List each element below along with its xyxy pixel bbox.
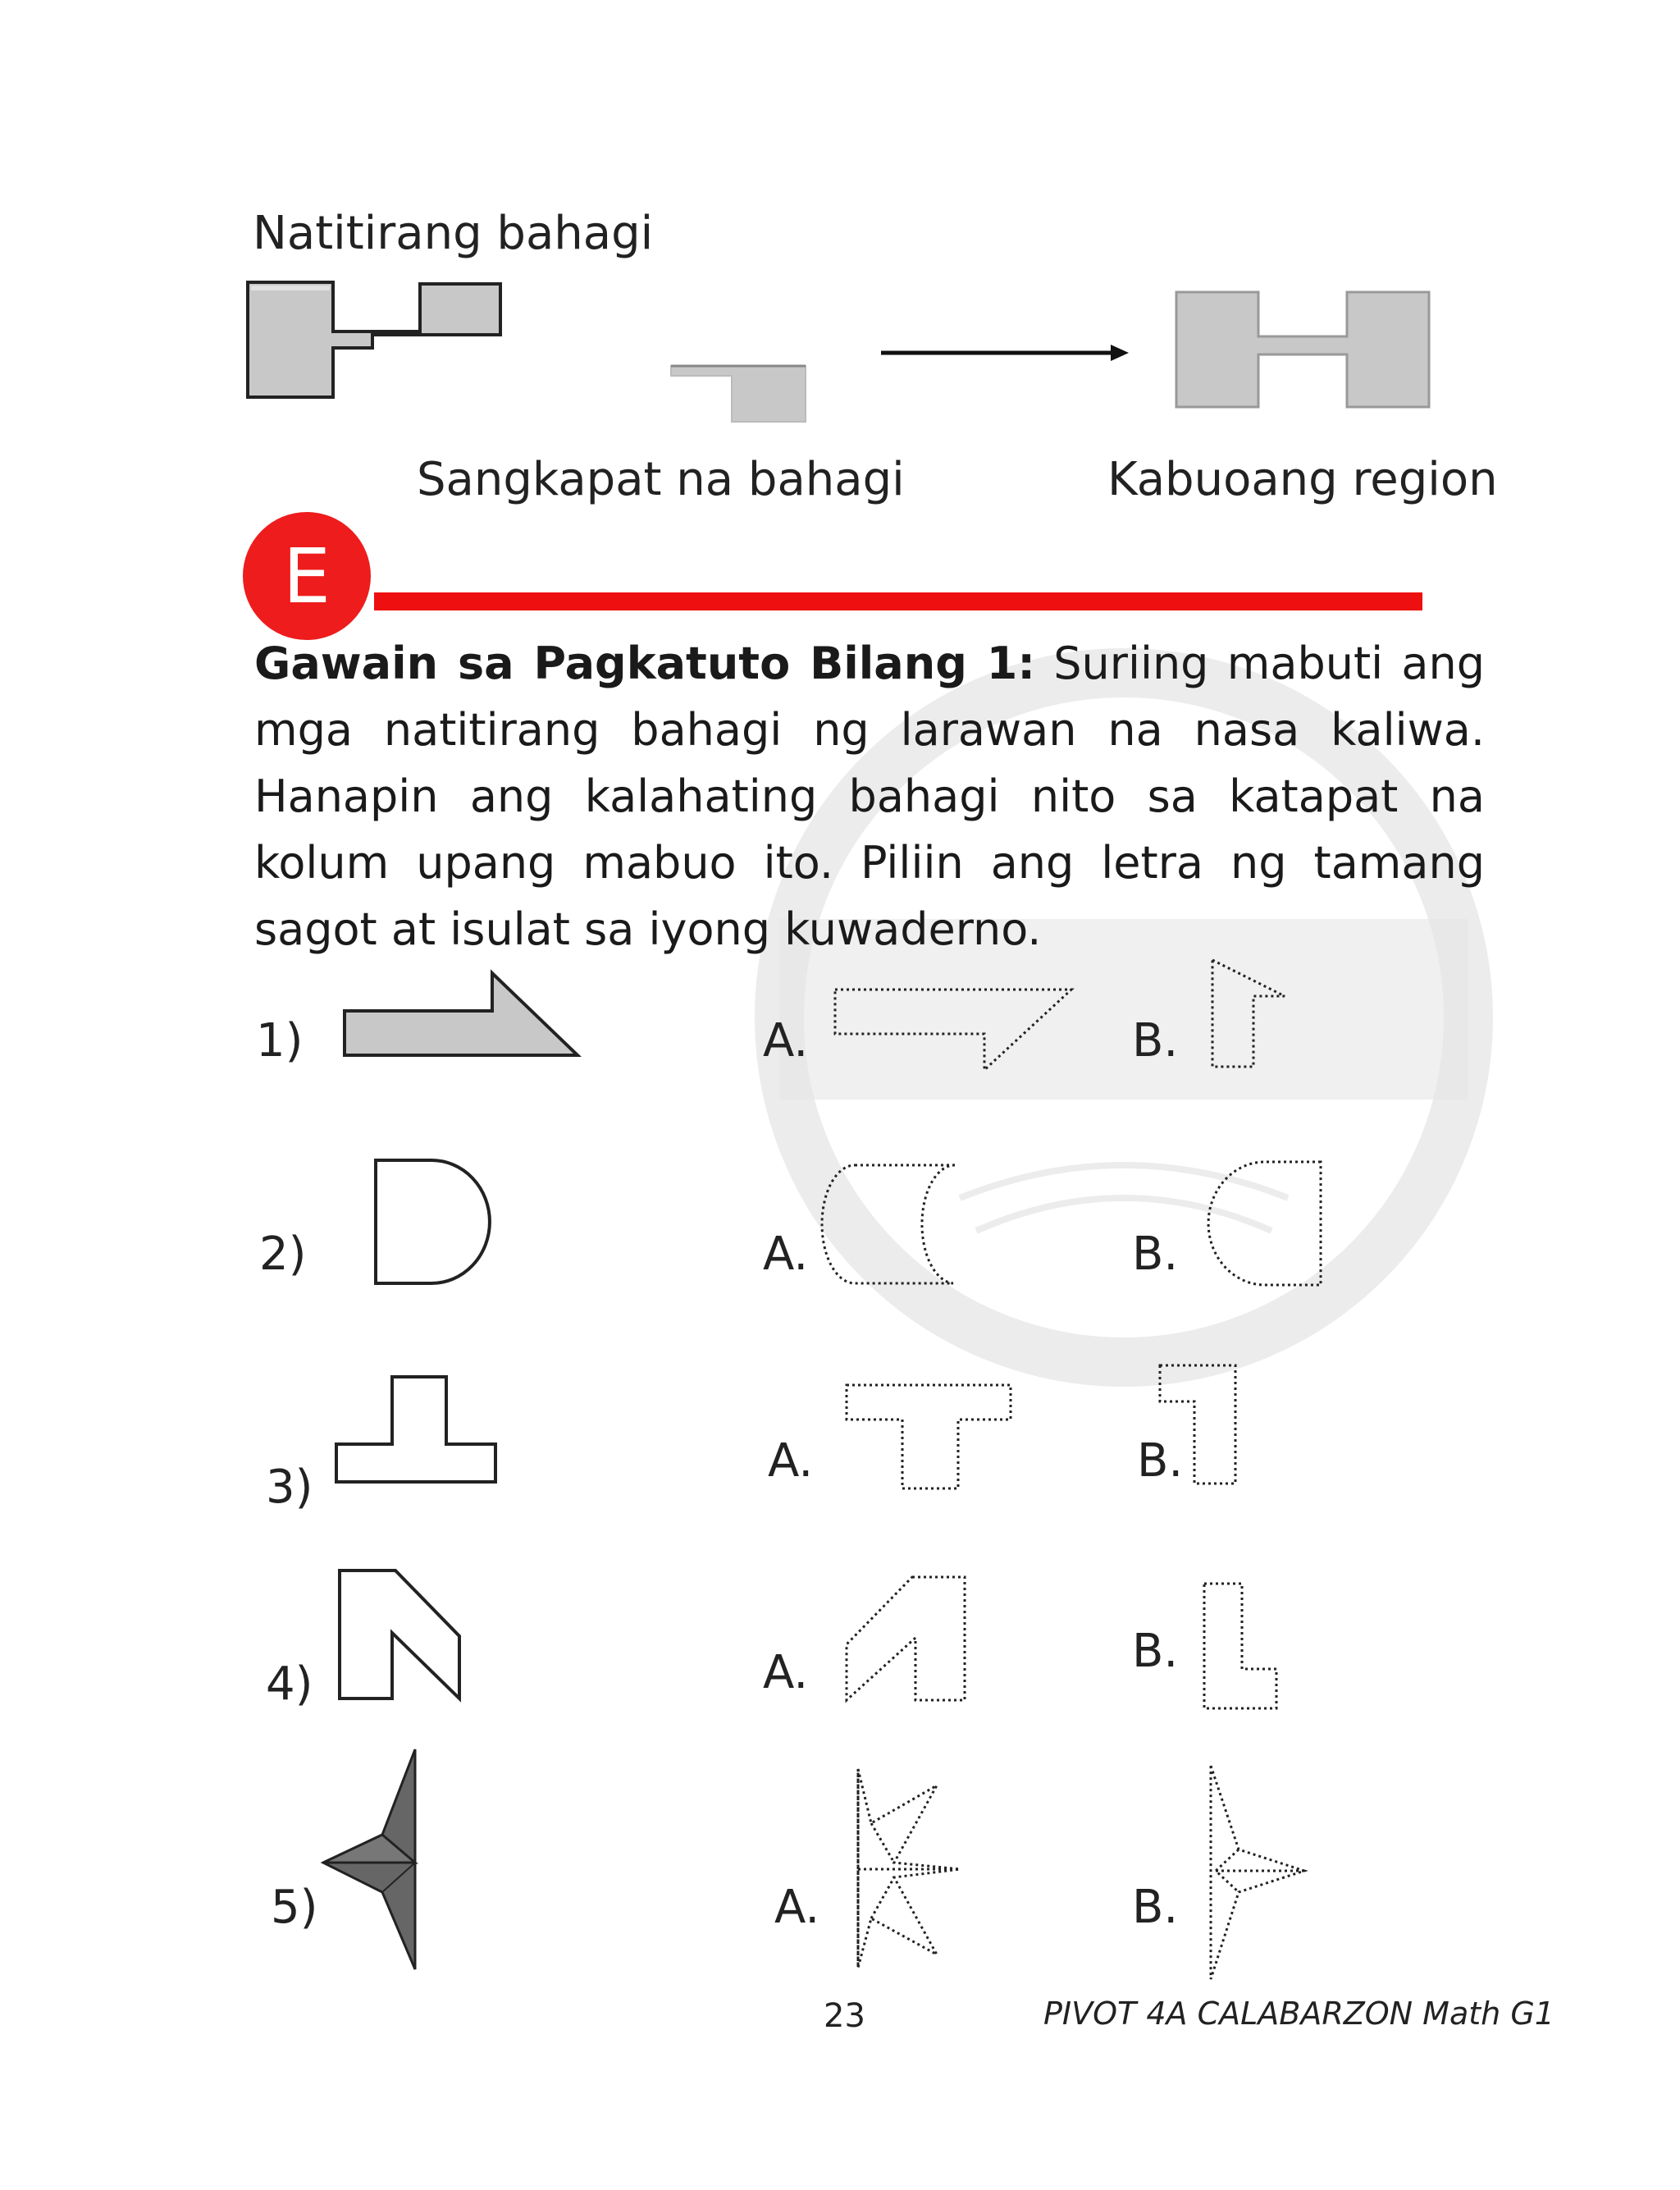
item-1-shape <box>341 968 587 1060</box>
item-number: 3) <box>266 1461 313 1514</box>
item-2-choice-b-shape[interactable] <box>1206 1159 1329 1290</box>
section-badge: E <box>243 512 371 640</box>
choice-b-label[interactable]: B. <box>1132 1228 1179 1281</box>
choice-b-label[interactable]: B. <box>1132 1014 1179 1068</box>
page-number: 23 <box>824 1997 865 2035</box>
item-4-choice-b-shape[interactable] <box>1199 1580 1281 1712</box>
choice-b-label[interactable]: B. <box>1132 1625 1179 1678</box>
choice-b-label[interactable]: B. <box>1137 1434 1184 1488</box>
item-5-choice-b-shape[interactable] <box>1204 1763 1311 1984</box>
activity-instructions <box>254 630 1485 962</box>
item-3-choice-b-shape[interactable] <box>1155 1362 1240 1488</box>
choice-a-label[interactable]: A. <box>763 1014 809 1068</box>
item-number: 1) <box>256 1014 304 1068</box>
remaining-part-shape <box>243 279 505 402</box>
item-4-shape <box>336 1567 468 1703</box>
item-number: 2) <box>259 1228 307 1281</box>
footer-series: PIVOT 4A CALABARZON Math G1 <box>1043 1996 1554 2032</box>
quarter-part-label: Sangkapat na bahagi <box>417 453 905 506</box>
choice-a-label[interactable]: A. <box>768 1434 814 1488</box>
whole-region-label: Kabuoang region <box>1107 453 1498 506</box>
item-3-shape <box>333 1374 500 1485</box>
item-number: 5) <box>271 1881 318 1934</box>
choice-a-label[interactable]: A. <box>763 1228 809 1281</box>
item-5-star-shape <box>320 1746 427 1973</box>
quarter-part-shape <box>666 361 814 427</box>
item-2-shape <box>372 1157 495 1288</box>
section-divider <box>374 592 1422 610</box>
item-3-choice-a-shape[interactable] <box>843 1382 1016 1493</box>
activity-heading: Gawain sa Pagkatuto Bilang 1: <box>254 638 1035 689</box>
arrow-right-icon <box>878 336 1132 369</box>
choice-a-label[interactable]: A. <box>763 1646 809 1699</box>
item-4-choice-a-shape[interactable] <box>842 1574 971 1705</box>
item-5-choice-a-shape[interactable] <box>853 1766 968 1971</box>
whole-region-shape <box>1173 289 1436 412</box>
choice-a-label[interactable]: A. <box>774 1881 820 1934</box>
remaining-part-title: Natitirang bahagi <box>253 207 654 260</box>
item-2-choice-a-shape[interactable] <box>830 1160 961 1292</box>
choice-b-label[interactable]: B. <box>1132 1881 1179 1934</box>
item-number: 4) <box>266 1657 313 1711</box>
item-1-choice-b-shape[interactable] <box>1208 955 1290 1070</box>
item-1-choice-a-shape[interactable] <box>832 985 1078 1075</box>
activity-body: Suriing mabuti ang mga natitirang bahagi ng larawan na nasa kaliwa. Hanapin ang kalahating bahagi nito sa katapat na kolum upang mabuo ito. Piliin ang letra ng tamang sagot at isulat sa iyong kuwaderno. <box>254 638 1486 955</box>
